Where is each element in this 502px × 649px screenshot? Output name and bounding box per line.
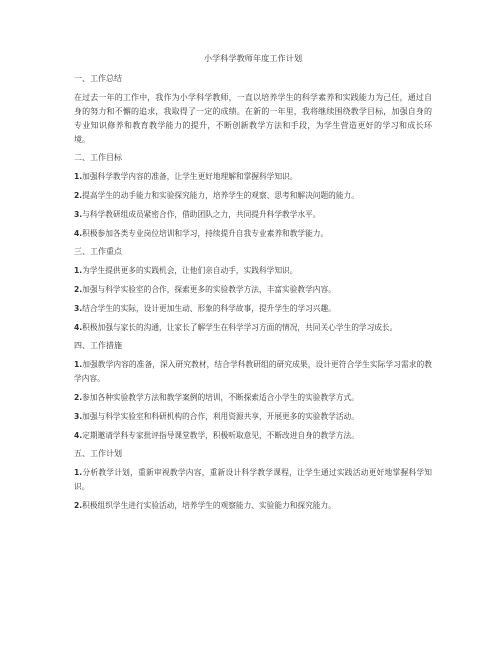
list-item-text: 积极加强与家长的沟通，让家长了解学生在科学学习方面的情况，共同关心学生的学习成长。 (82, 323, 398, 332)
list-item-text: 结合学生的实际，设计更加生动、形象的科学故事，提升学生的学习兴趣。 (82, 304, 336, 313)
section-heading: 二、工作目标 (74, 153, 122, 162)
list-item (74, 283, 432, 297)
list-item-text: 分析教学计划，重新审视教学内容，重新设计科学教学课程，让学生通过实践活动更好地掌握科学知识。 (74, 468, 432, 491)
list-item (74, 391, 432, 405)
list-item (74, 264, 432, 278)
list-item-number: 3. (74, 412, 83, 421)
list-item (74, 410, 432, 424)
list-item-number: 2. (74, 393, 83, 402)
list-item-text: 加强教学内容的准备，深入研究教材，结合学科教研组的研究成果，设计更符合学生实际学习需求的教学内容。 (74, 360, 432, 383)
list-item-text: 积极参加各类专业岗位培训和学习，持续提升自我专业素养和教学能力。 (82, 229, 329, 238)
section-heading: 一、工作总结 (74, 74, 122, 83)
document-page (74, 52, 432, 518)
list-item (74, 358, 432, 386)
list-item (74, 302, 432, 316)
list-item (74, 208, 432, 222)
section-heading: 四、工作措施 (74, 341, 122, 350)
paragraph: 在过去一年的工作中，我作为小学科学教师，一直以培养学生的科学素养和实践能力为己任，通过自身的努力和不懈的追求，我取得了一定的成绩。在新的一年里，我将继续围绕教学目标，加强自身的专业知识修养和教育教学能力的提升，不断创新教学方法和手段，为学生营造更好的学习和成长环境。 (74, 93, 432, 144)
list-item-number: 4. (74, 323, 83, 332)
list-item-number: 3. (74, 210, 83, 219)
list-item (74, 499, 432, 513)
section-heading: 五、工作计划 (74, 449, 122, 458)
list-item-number: 1. (74, 468, 83, 477)
list-item-text: 提高学生的动手能力和实验探究能力，培养学生的观察、思考和解决问题的能力。 (82, 191, 359, 200)
list-item-text: 积极组织学生进行实验活动，培养学生的观察能力、实验能力和探究能力。 (82, 501, 336, 510)
list-item-number: 3. (74, 304, 83, 313)
list-item-text: 参加各种实验教学方法和教学案例的培训，不断探索适合小学生的实验教学方式。 (82, 393, 359, 402)
list-item-number: 1. (74, 360, 83, 369)
list-item (74, 429, 432, 443)
list-item-text: 加强与科学实验室的合作，探索更多的实验教学方法，丰富实验教学内容。 (82, 285, 336, 294)
list-item (74, 321, 432, 335)
list-item-number: 2. (74, 501, 83, 510)
list-item-text: 加强科学教学内容的准备，让学生更好地理解和掌握科学知识。 (82, 172, 298, 181)
list-item-number: 1. (74, 266, 83, 275)
list-item-number: 2. (74, 285, 83, 294)
list-item-text: 与科学教研组成员紧密合作，借助团队之力，共同提升科学教学水平。 (82, 210, 321, 219)
list-item-number: 4. (74, 431, 83, 440)
list-item (74, 189, 432, 203)
list-item-number: 4. (74, 229, 83, 238)
list-item-text: 为学生提供更多的实践机会，让他们亲自动手，实践科学知识。 (82, 266, 298, 275)
section-heading: 三、工作重点 (74, 247, 122, 256)
list-item-number: 2. (74, 191, 83, 200)
list-item-text: 定期邀请学科专家批评指导课堂教学，积极听取意见，不断改进自身的教学方法。 (82, 431, 359, 440)
list-item (74, 227, 432, 241)
list-item-number: 1. (74, 172, 83, 181)
list-item (74, 466, 432, 494)
list-item (74, 170, 432, 184)
document-title: 小学科学教师年度工作计划 (203, 53, 303, 63)
list-item-text: 加强与科学实验室和科研机构的合作，利用资源共享，开展更多的实验教学活动。 (82, 412, 359, 421)
